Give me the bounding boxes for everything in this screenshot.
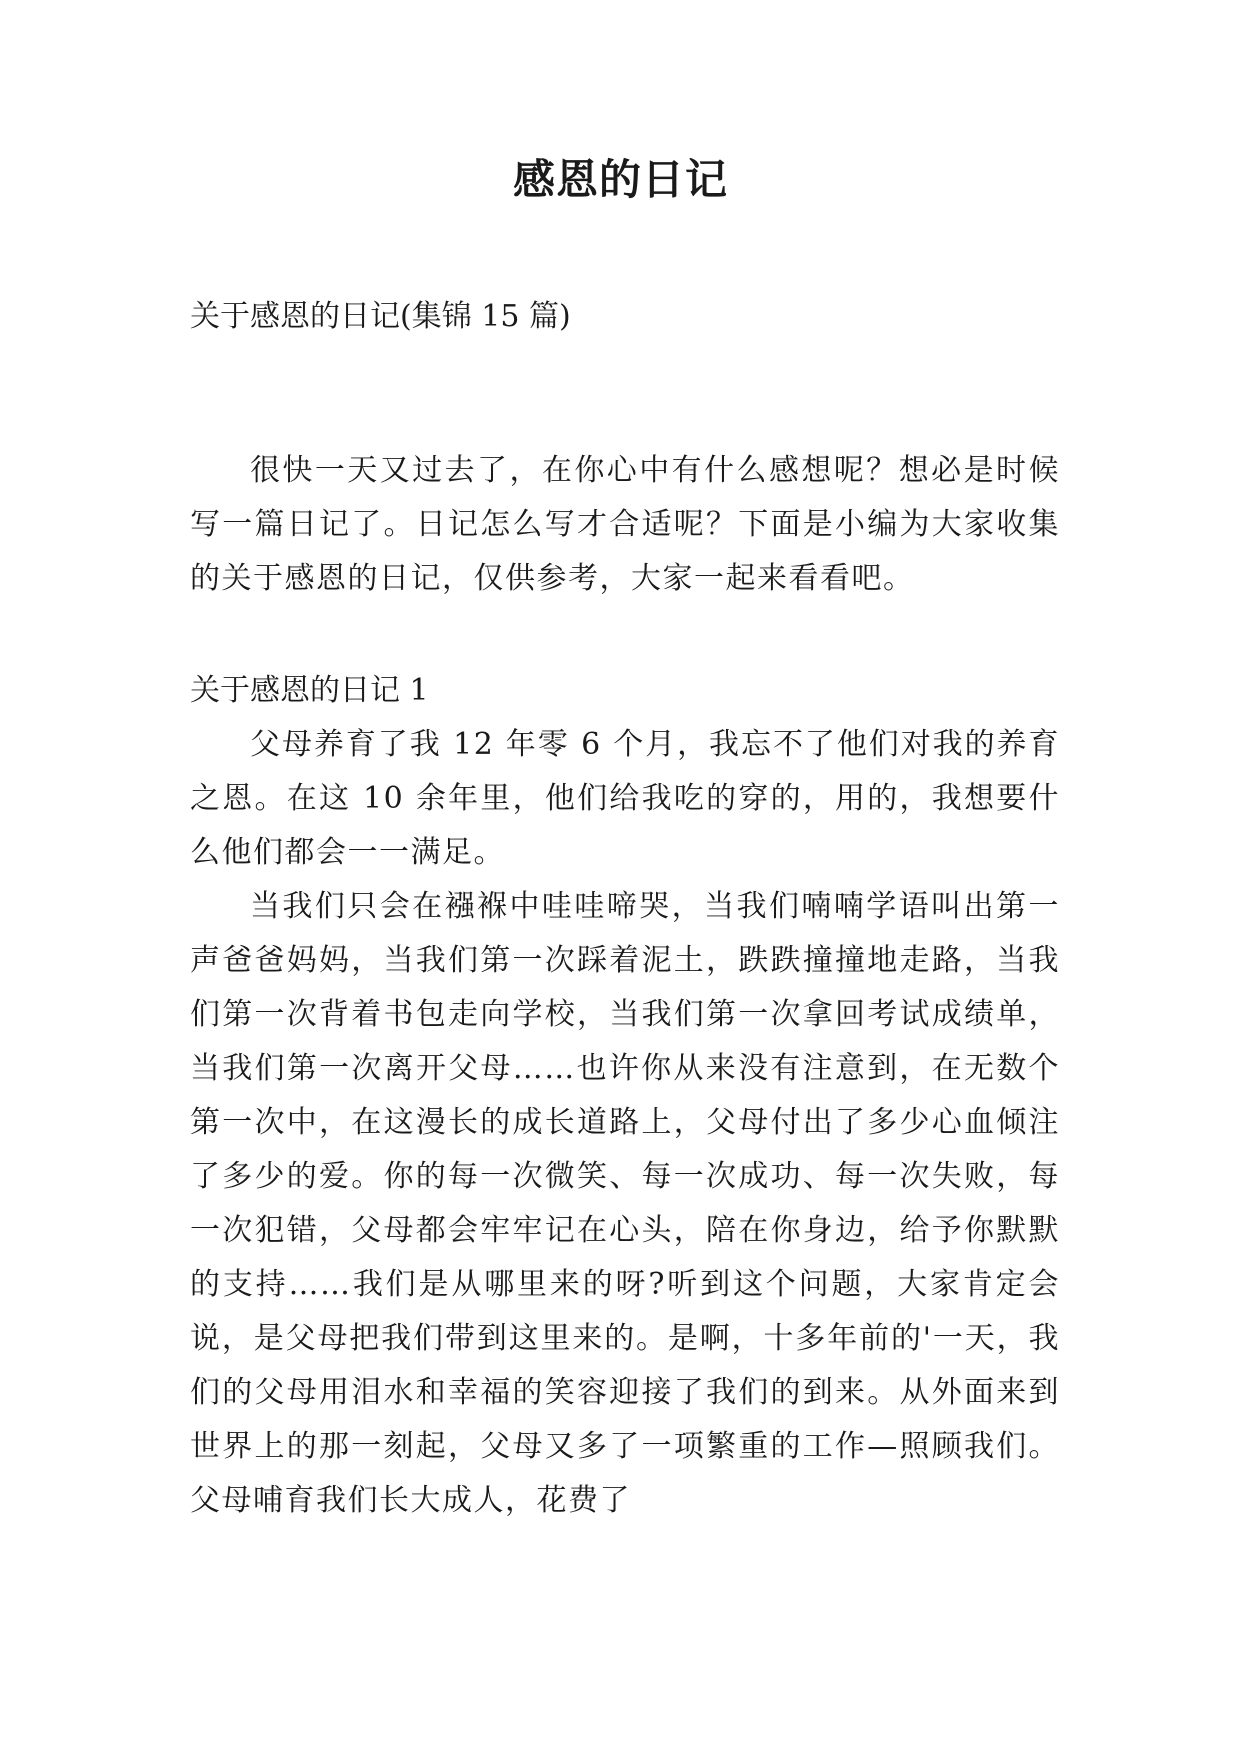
body-paragraph-1: 父母养育了我 12 年零 6 个月，我忘不了他们对我的养育之恩。在这 10 余年里，他们给我吃的穿的，用的，我想要什么他们都会一一满足。 [190,727,1060,870]
body-paragraph-2: 当我们只会在襁褓中哇哇啼哭，当我们喃喃学语叫出第一声爸爸妈妈，当我们第一次踩着泥土，跌跌撞撞地走路，当我们第一次背着书包走向学校，当我们第一次拿回考试成绩单，当我们第一次离开父母……也许你从来没有注意到，在无数个第一次中，在这漫长的成长道路上，父母付出了多少心血倾注了多少的爱。你的每一次微笑、每一次成功、每一次失败，每一次犯错，父母都会牢牢记在心头，陪在你身边，给予你默默的支持……我们是从哪里来的呀?听到这个问题，大家肯定会说，是父母把我们带到这里来的。是啊，十多年前的'一天，我们的父母用泪水和幸福的笑容迎接了我们的到来。从外面来到世界上的那一刻起，父母又多了一项繁重的工作—照顾我们。父母哺育我们长大成人，花费了 [190,889,1060,1518]
document-body [190,290,1060,1528]
document-subtitle: 关于感恩的日记(集锦 15 篇) [190,299,571,334]
document-title: 感恩的日记 [512,155,728,204]
intro-paragraph: 很快一天又过去了，在你心中有什么感想呢？想必是时候写一篇日记了。日记怎么写才合适呢？下面是小编为大家收集的关于感恩的日记，仅供参考，大家一起来看看吧。 [190,453,1060,596]
section-heading: 关于感恩的日记 1 [190,673,429,708]
